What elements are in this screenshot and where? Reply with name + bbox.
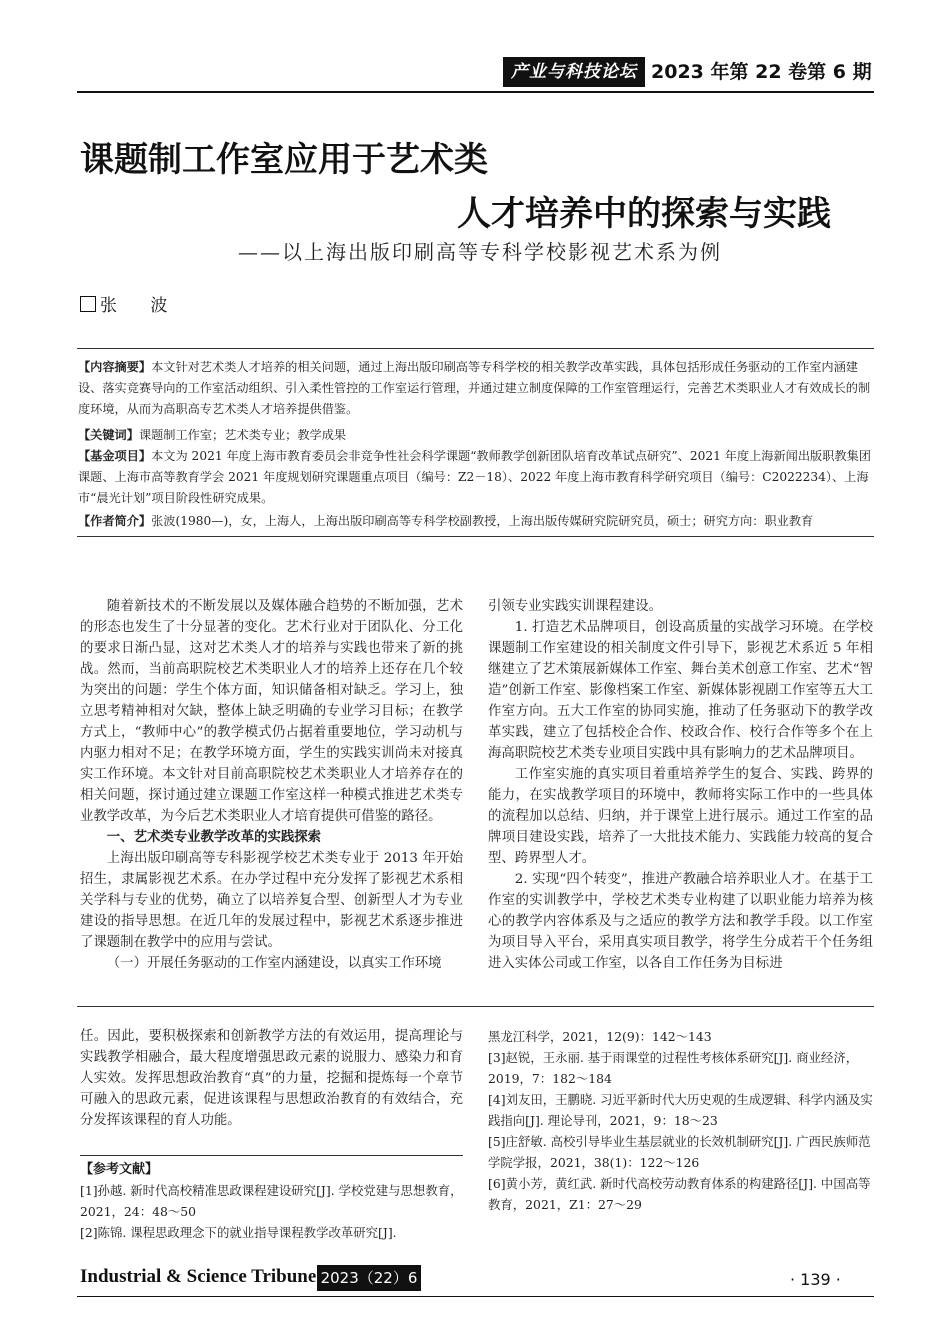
header-divider <box>77 91 874 93</box>
reference-item: 黑龙江科学，2021，12(9)：142～143 <box>488 1029 712 1044</box>
reference-item: [2]陈锦. 课程思政理念下的就业指导课程教学改革研究[J]. <box>80 1225 397 1240</box>
abstract-bottom-divider <box>77 536 874 537</box>
abstract-top-divider <box>77 348 874 349</box>
bio-label: 【作者简介】 <box>78 514 152 528</box>
keywords-label: 【关键词】 <box>78 428 139 442</box>
footer-divider <box>77 1296 874 1297</box>
paragraph: 上海出版印刷高等专科影视学校艺术类专业于 2013 年开始招生，隶属影视艺术系。在办学过程中充分发挥了影视艺术系相关学科与专业的优势，确立了以培养复合型、创新型人才为专业建设的指导思想。在近几年的发展过程中，影视艺术系逐步推进了课题制在教学中的应用与尝试。 <box>80 851 463 950</box>
article-divider <box>77 1006 874 1007</box>
reference-item: [1]孙越. 新时代高校精准思政课程建设研究[J]. 学校党建与思想教育，2021，24：48～50 <box>80 1183 463 1219</box>
fund-label: 【基金项目】 <box>78 449 152 463</box>
references-divider <box>80 1155 463 1156</box>
prev-article-tail <box>80 1026 463 1131</box>
references-right <box>488 1026 873 1215</box>
footer-journal-name: Industrial & Science Tribune <box>80 1266 317 1287</box>
keywords-text: 课题制工作室；艺术类专业；教学成果 <box>138 428 347 442</box>
paragraph: 工作室实施的真实项目着重培养学生的复合、实践、跨界的能力，在实战教学项目的环境中，教师将实际工作中的一些具体的流程加以总结、归纳，并于课堂上进行展示。通过工作室的品牌项目建设实践，培养了一大批技术能力、实践能力较高的复合型、跨界型人才。 <box>488 767 873 866</box>
footer-issue-badge: 2023（22）6 <box>317 1265 421 1291</box>
paragraph: 2. 实现“四个转变”，推进产教融合培养职业人才。在基于工作室的实训教学中，学校艺术类专业构建了以职业能力培养为核心的教学内容体系及与之适应的教学方法和教学手段。以工作室为项目导入平台，采用真实项目教学，将学生分成若干个任务组进入实体公司或工作室，以各自工作任务为目标进 <box>488 872 873 971</box>
fund-project <box>78 446 878 509</box>
issue-info: 2023 年第 22 卷第 6 期 <box>651 61 872 83</box>
abstract-text: 本文针对艺术类人才培养的相关问题，通过上海出版印刷高等专科学校的相关教学改革实践，具体包括形成任务驱动的工作室内涵建设、落实竞赛导向的工作室活动组织、引入柔性管控的工作室运行管理，并通过建立制度保障的工作室管理运行，完善艺术类职业人才有效成长的制度环境，从而为高职高专艺术类人才培养提供借鉴。 <box>78 360 871 416</box>
paragraph: 引领专业实践实训课程建设。 <box>488 599 663 614</box>
article-title-line2: 人才培养中的探索与实践 <box>457 194 831 234</box>
paragraph: 随着新技术的不断发展以及媒体融合趋势的不断加强，艺术的形态也发生了十分显著的变化。艺术行业对于团队化、分工化的要求日渐凸显，这对艺术类人才的培养与实践也带来了新的挑战。然而，当前高职院校艺术类职业人才的培养上还存在几个较为突出的问题：学生个体方面，知识储备相对缺乏。学习上，独立思考精神相对欠缺，整体上缺乏明确的专业学习目标；在教学方式上，“教师中心”的教学模式仍占据着重要地位，学习动机与内驱力相对不足；在教学环境方面，学生的实践实训尚未对接真实工作环境。本文针对目前高职院校艺术类职业人才培养存在的相关问题，探讨通过建立课题工作室这样一种模式推进艺术类专业教学改革，为今后艺术类职业人才培育提供可借鉴的路径。 <box>80 599 463 824</box>
reference-item: [6]黄小芳，黄红武. 新时代高校劳动教育体系的构建路径[J]. 中国高等教育，2021，Z1：27～29 <box>488 1176 871 1212</box>
keywords <box>78 425 878 446</box>
author-name: 张 波 <box>100 296 182 316</box>
article-title-line1: 课题制工作室应用于艺术类 <box>80 140 488 180</box>
section-heading: 一、艺术类专业教学改革的实践探索 <box>106 829 322 845</box>
paragraph: （一）开展任务驱动的工作室内涵建设，以真实工作环境 <box>106 956 442 971</box>
bio-text: 张波(1980—)，女，上海人，上海出版印刷高等专科学校副教授，上海出版传媒研究院研究员，硕士；研究方向：职业教育 <box>151 514 814 528</box>
reference-item: [3]赵锐，王永丽. 基于雨课堂的过程性考核体系研究[J]. 商业经济，2019，7：182～184 <box>488 1050 859 1086</box>
author-line <box>80 291 181 316</box>
body-column-left <box>80 596 463 974</box>
paragraph: 任。因此，要积极探索和创新教学方法的有效运用，提高理论与实践教学相融合，最大程度增强思政元素的说服力、感染力和育人实效。发挥思想政治教育“真”的力量，挖掘和提炼每一个章节可融入的思政元素，促进该课程与思想政治教育的有效结合，充分发挥该课程的育人功能。 <box>80 1029 463 1128</box>
author-bio <box>78 511 878 532</box>
references-title: 【参考文献】 <box>80 1162 159 1177</box>
paragraph: 1. 打造艺术品牌项目，创设高质量的实战学习环境。在学校课题制工作室建设的相关制度文件引导下，影视艺术系近 5 年相继建立了艺术策展新媒体工作室、舞台美术创意工作室、艺术“智造”创新工作室、影像档案工作室、新媒体影视剧工作室等五大工作室方向。五大工作室的协同实施，推动了任务驱动下的教学改革实践，建立了包括校企合作、校政合作、校行合作等多个在上海高职院校艺术类专业项目实践中具有影响力的艺术品牌项目。 <box>488 620 873 761</box>
body-column-right <box>488 596 873 974</box>
abstract <box>78 357 878 420</box>
author-box-icon <box>80 296 96 312</box>
references-left <box>80 1180 463 1243</box>
reference-item: [4]刘友田，王鹏晓. 习近平新时代大历史观的生成逻辑、科学内涵及实践指向[J]. 理论导刊，2021，9：18～23 <box>488 1092 873 1128</box>
abstract-label: 【内容摘要】 <box>78 360 152 374</box>
fund-text: 本文为 2021 年度上海市教育委员会非竞争性社会科学课题“教师教学创新团队培育改革试点研究”、2021 年度上海新闻出版职教集团课题、上海市高等教育学会 2021 年度规划研究课题重点项目（编号：Z2－18）、2022 年度上海市教育科学研究项目（编号：C2022234）、上海市“晨光计划”项目阶段性研究成果。 <box>78 449 871 505</box>
article-subtitle: ——以上海出版印刷高等专科学校影视艺术系为例 <box>238 240 722 264</box>
page-number: · 139 · <box>790 1270 841 1289</box>
journal-tag: 产业与科技论坛 <box>503 57 645 87</box>
reference-item: [5]庄舒敏. 高校引导毕业生基层就业的长效机制研究[J]. 广西民族师范学院学报，2021，38(1)：122～126 <box>488 1134 871 1170</box>
